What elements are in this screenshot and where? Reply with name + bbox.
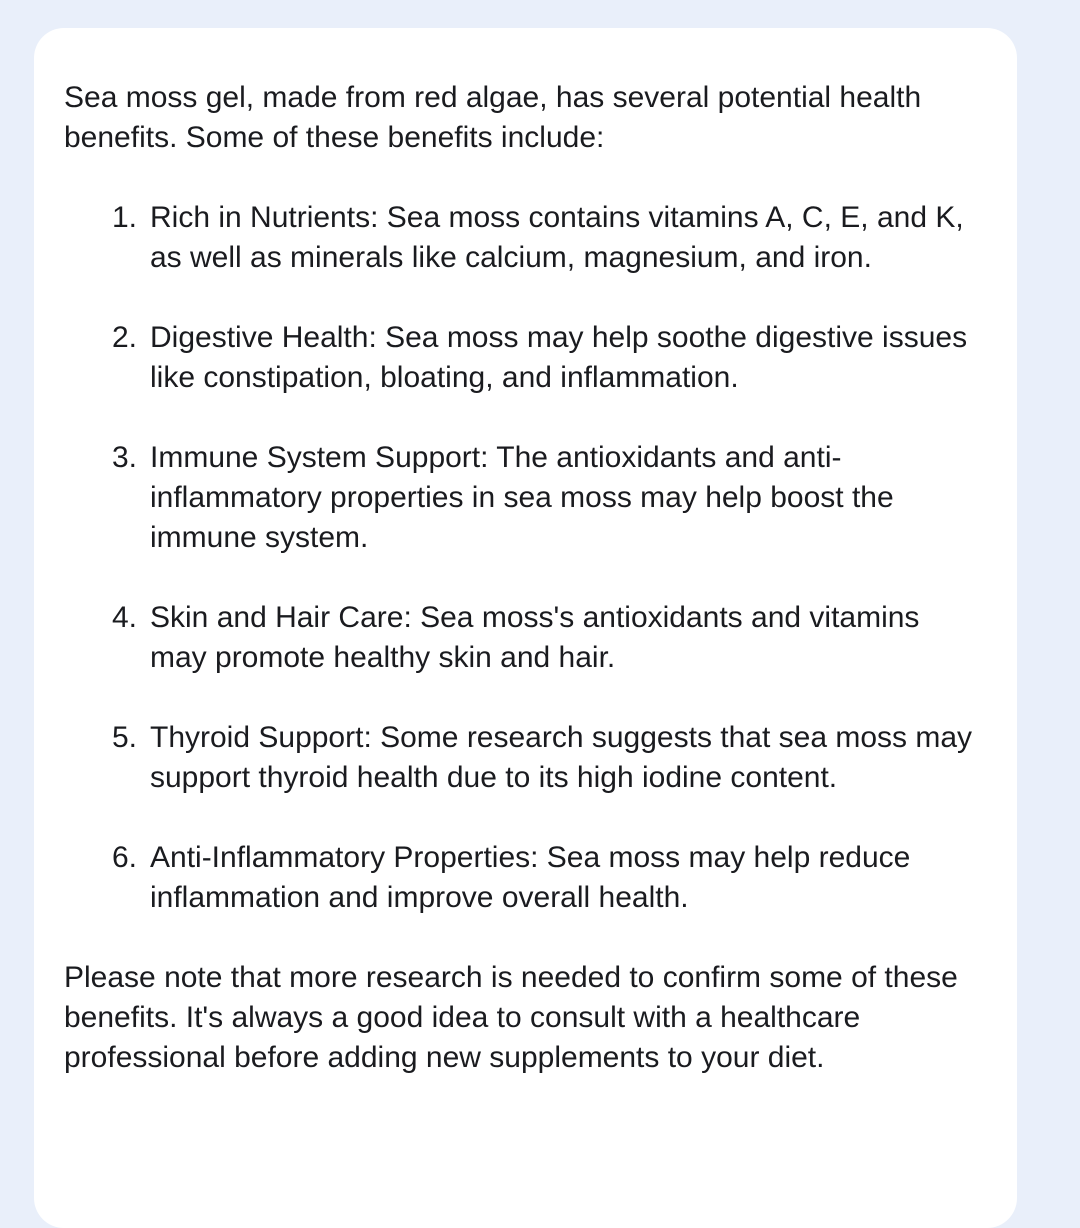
list-item [64,318,987,398]
list-item [64,718,987,798]
list-number: 6. [112,841,138,874]
list-item [64,838,987,918]
list-item-text: Digestive Health: Sea moss may help soothe digestive issues like constipation, bloating, and inflammation. [150,321,968,394]
list-item-text: Rich in Nutrients: Sea moss contains vitamins A, C, E, and K, as well as minerals like calcium, magnesium, and iron. [150,201,964,274]
list-number: 5. [112,721,138,754]
list-item-text: Immune System Support: The antioxidants and anti-inflammatory properties in sea moss may help boost the immune system. [150,441,894,554]
list-number: 3. [112,441,138,474]
list-item [64,198,987,278]
list-number: 1. [112,201,138,234]
list-item-text: Thyroid Support: Some research suggests that sea moss may support thyroid health due to its high iodine content. [150,721,973,794]
intro-paragraph: Sea moss gel, made from red algae, has several potential health benefits. Some of these benefits include: [64,81,922,154]
outro-paragraph: Please note that more research is needed to confirm some of these benefits. It's always a good idea to consult with a healthcare professional before adding new supplements to your diet. [64,961,958,1074]
chat-message-bubble [34,28,1017,1228]
list-item [64,598,987,678]
list-number: 4. [112,601,138,634]
list-item-text: Anti-Inflammatory Properties: Sea moss may help reduce inflammation and improve overall health. [150,841,911,914]
benefits-list [64,198,987,918]
list-number: 2. [112,321,138,354]
list-item [64,438,987,558]
list-item-text: Skin and Hair Care: Sea moss's antioxidants and vitamins may promote healthy skin and hair. [150,601,920,674]
